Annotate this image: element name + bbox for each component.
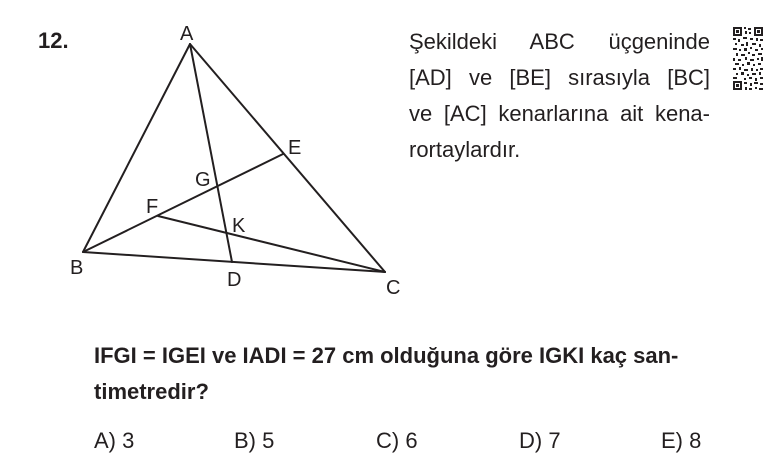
choice-c[interactable]: C) 6 <box>376 428 418 453</box>
question-number: 12. <box>38 28 69 53</box>
label-d: D <box>227 269 242 291</box>
question-line: IFGI = IGEI ve IADI = 27 cm olduğuna göre IGKI kaç san- <box>94 343 679 368</box>
label-g: G <box>195 169 211 191</box>
triangle-figure <box>0 0 420 310</box>
label-f: F <box>146 196 159 218</box>
question-line: timetredir? <box>94 379 209 404</box>
description-line: rortaylardır. <box>409 137 521 162</box>
answer-choices <box>0 428 765 458</box>
choice-d[interactable]: D) 7 <box>519 428 561 453</box>
label-a: A <box>180 23 194 45</box>
choice-b[interactable]: B) 5 <box>234 428 275 453</box>
problem-description <box>409 24 710 168</box>
label-b: B <box>70 257 84 279</box>
label-e: E <box>288 137 302 159</box>
choice-e[interactable]: E) 8 <box>661 428 702 453</box>
label-k: K <box>232 215 246 237</box>
choice-a[interactable]: A) 3 <box>94 428 135 453</box>
description-line: Şekildeki ABC üçgeninde <box>409 29 710 54</box>
qr-code-icon[interactable] <box>732 26 764 92</box>
median-be <box>83 154 283 252</box>
question-text <box>94 338 714 410</box>
description-line: ve [AC] kenarlarına ait kena- <box>409 101 710 126</box>
label-c: C <box>386 277 401 299</box>
description-line: [AD] ve [BE] sırasıyla [BC] <box>409 65 710 90</box>
